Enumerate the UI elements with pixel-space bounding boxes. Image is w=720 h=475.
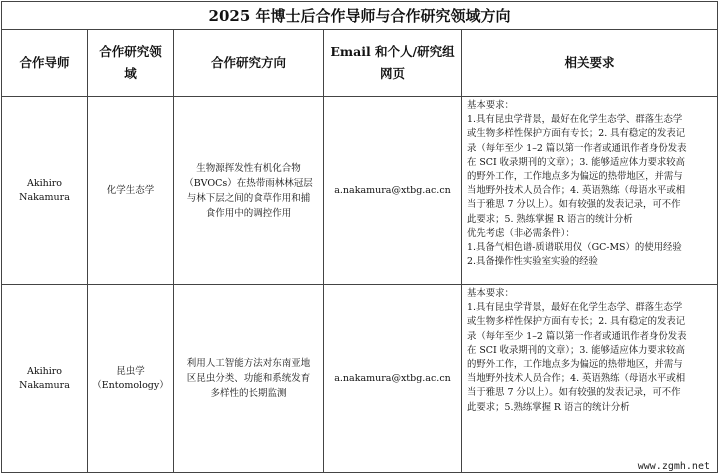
header-requirements: 相关要求 <box>462 30 718 97</box>
requirement-line: 或生物多样性保护方面有专长；2. 具有稳定的发表记 <box>467 316 686 328</box>
requirement-line: 在 SCI 收录期刊的文章）；3. 能够适应体力要求较高 <box>467 344 685 356</box>
direction-line: 利用人工智能方法对东南亚地 <box>186 358 311 369</box>
requirement-line: 录（每年至少 1–2 篇以第一作者或通讯作者身份发表 <box>467 142 687 154</box>
email-text: a.nakamura@xtbg.ac.cn <box>334 184 451 196</box>
site-watermark: www.zgmh.net <box>637 461 710 472</box>
header-field <box>88 30 174 97</box>
requirement-line: 此要求；5.熟练掌握 R 语言的统计分析 <box>467 401 630 413</box>
requirement-line: 录（每年至少 1–2 篇以第一作者或通讯作者身份发表 <box>467 330 687 342</box>
table-row <box>2 97 718 285</box>
requirement-line: 当于雅思 7 分以上）。如有较强的发表记录，可不作 <box>467 387 681 399</box>
field-line1: 昆虫学 <box>116 365 145 377</box>
table-title: 2025 年博士后合作导师与合作研究领域方向 <box>2 2 718 30</box>
field-line1: 化学生态学 <box>106 184 155 196</box>
requirements-cell <box>462 285 718 473</box>
email-text: a.nakamura@xtbg.ac.cn <box>334 372 451 384</box>
direction-line: 生物源挥发性有机化合物 <box>196 162 301 174</box>
direction-line: （BVOCs）在热带雨林林冠层 <box>184 177 313 189</box>
requirement-line: 当地野外技术人员合作；4. 英语熟练（母语水平或相 <box>467 185 686 197</box>
direction-cell <box>174 285 324 473</box>
direction-line: 多样性的长期监测 <box>210 388 287 399</box>
requirement-line: 2.具备操作性实验室实验的经验 <box>467 256 598 268</box>
header-email-line2: 网页 <box>379 66 405 81</box>
header-email-line1: Email 和个人/研究组 <box>330 44 455 59</box>
requirement-line: 在 SCI 收录期刊的文章）；3. 能够适应体力要求较高 <box>467 156 685 168</box>
requirements-cell <box>462 97 718 285</box>
field-cell <box>88 97 174 285</box>
email-cell <box>324 285 462 473</box>
header-email <box>324 30 462 97</box>
requirement-line: 当于雅思 7 分以上）。如有较强的发表记录，可不作 <box>467 199 681 211</box>
requirement-line: 1.具有昆虫学背景，最好在化学生态学、群落生态学 <box>467 114 683 126</box>
direction-line: 食作用中的调控作用 <box>205 207 292 219</box>
email-cell <box>324 97 462 285</box>
requirement-line: 基本要求： <box>467 288 514 299</box>
field-cell <box>88 285 174 473</box>
requirement-line: 优先考虑（非必需条件）： <box>467 227 575 239</box>
field-line2: （Entomology） <box>92 379 169 391</box>
mentor-name-line2: Nakamura <box>19 191 70 203</box>
requirement-line: 的野外工作，工作地点多为偏远的热带地区，并需与 <box>467 359 683 371</box>
postdoc-mentor-table <box>1 1 718 473</box>
requirement-line: 的野外工作，工作地点多为偏远的热带地区，并需与 <box>467 171 683 183</box>
header-field-line2: 域 <box>124 66 137 81</box>
requirement-line: 或生物多样性保护方面有专长；2. 具有稳定的发表记 <box>467 128 686 140</box>
requirement-line: 此要求；5. 熟练掌握 R 语言的统计分析 <box>467 213 633 225</box>
direction-line: 区昆虫分类、功能和系统发育 <box>186 373 311 384</box>
direction-line: 与林下层之间的食草作用和捕 <box>186 192 311 204</box>
mentor-name-line2: Nakamura <box>19 379 70 391</box>
direction-cell <box>174 97 324 285</box>
mentor-name-line1: Akihiro <box>26 365 63 377</box>
header-direction: 合作研究方向 <box>174 30 324 97</box>
header-mentor: 合作导师 <box>2 30 88 97</box>
requirement-line: 1.具备气相色谱-质谱联用仪（GC-MS）的使用经验 <box>467 242 682 254</box>
header-field-line1: 合作研究领 <box>99 44 162 59</box>
mentor-cell <box>2 97 88 285</box>
mentor-name-line1: Akihiro <box>26 177 63 189</box>
table-row <box>2 285 718 473</box>
requirement-line: 基本要求： <box>467 100 514 111</box>
mentor-cell <box>2 285 88 473</box>
requirement-line: 1.具有昆虫学背景，最好在化学生态学、群落生态学 <box>467 302 683 314</box>
requirement-line: 当地野外技术人员合作；4. 英语熟练（母语水平或相 <box>467 373 686 385</box>
